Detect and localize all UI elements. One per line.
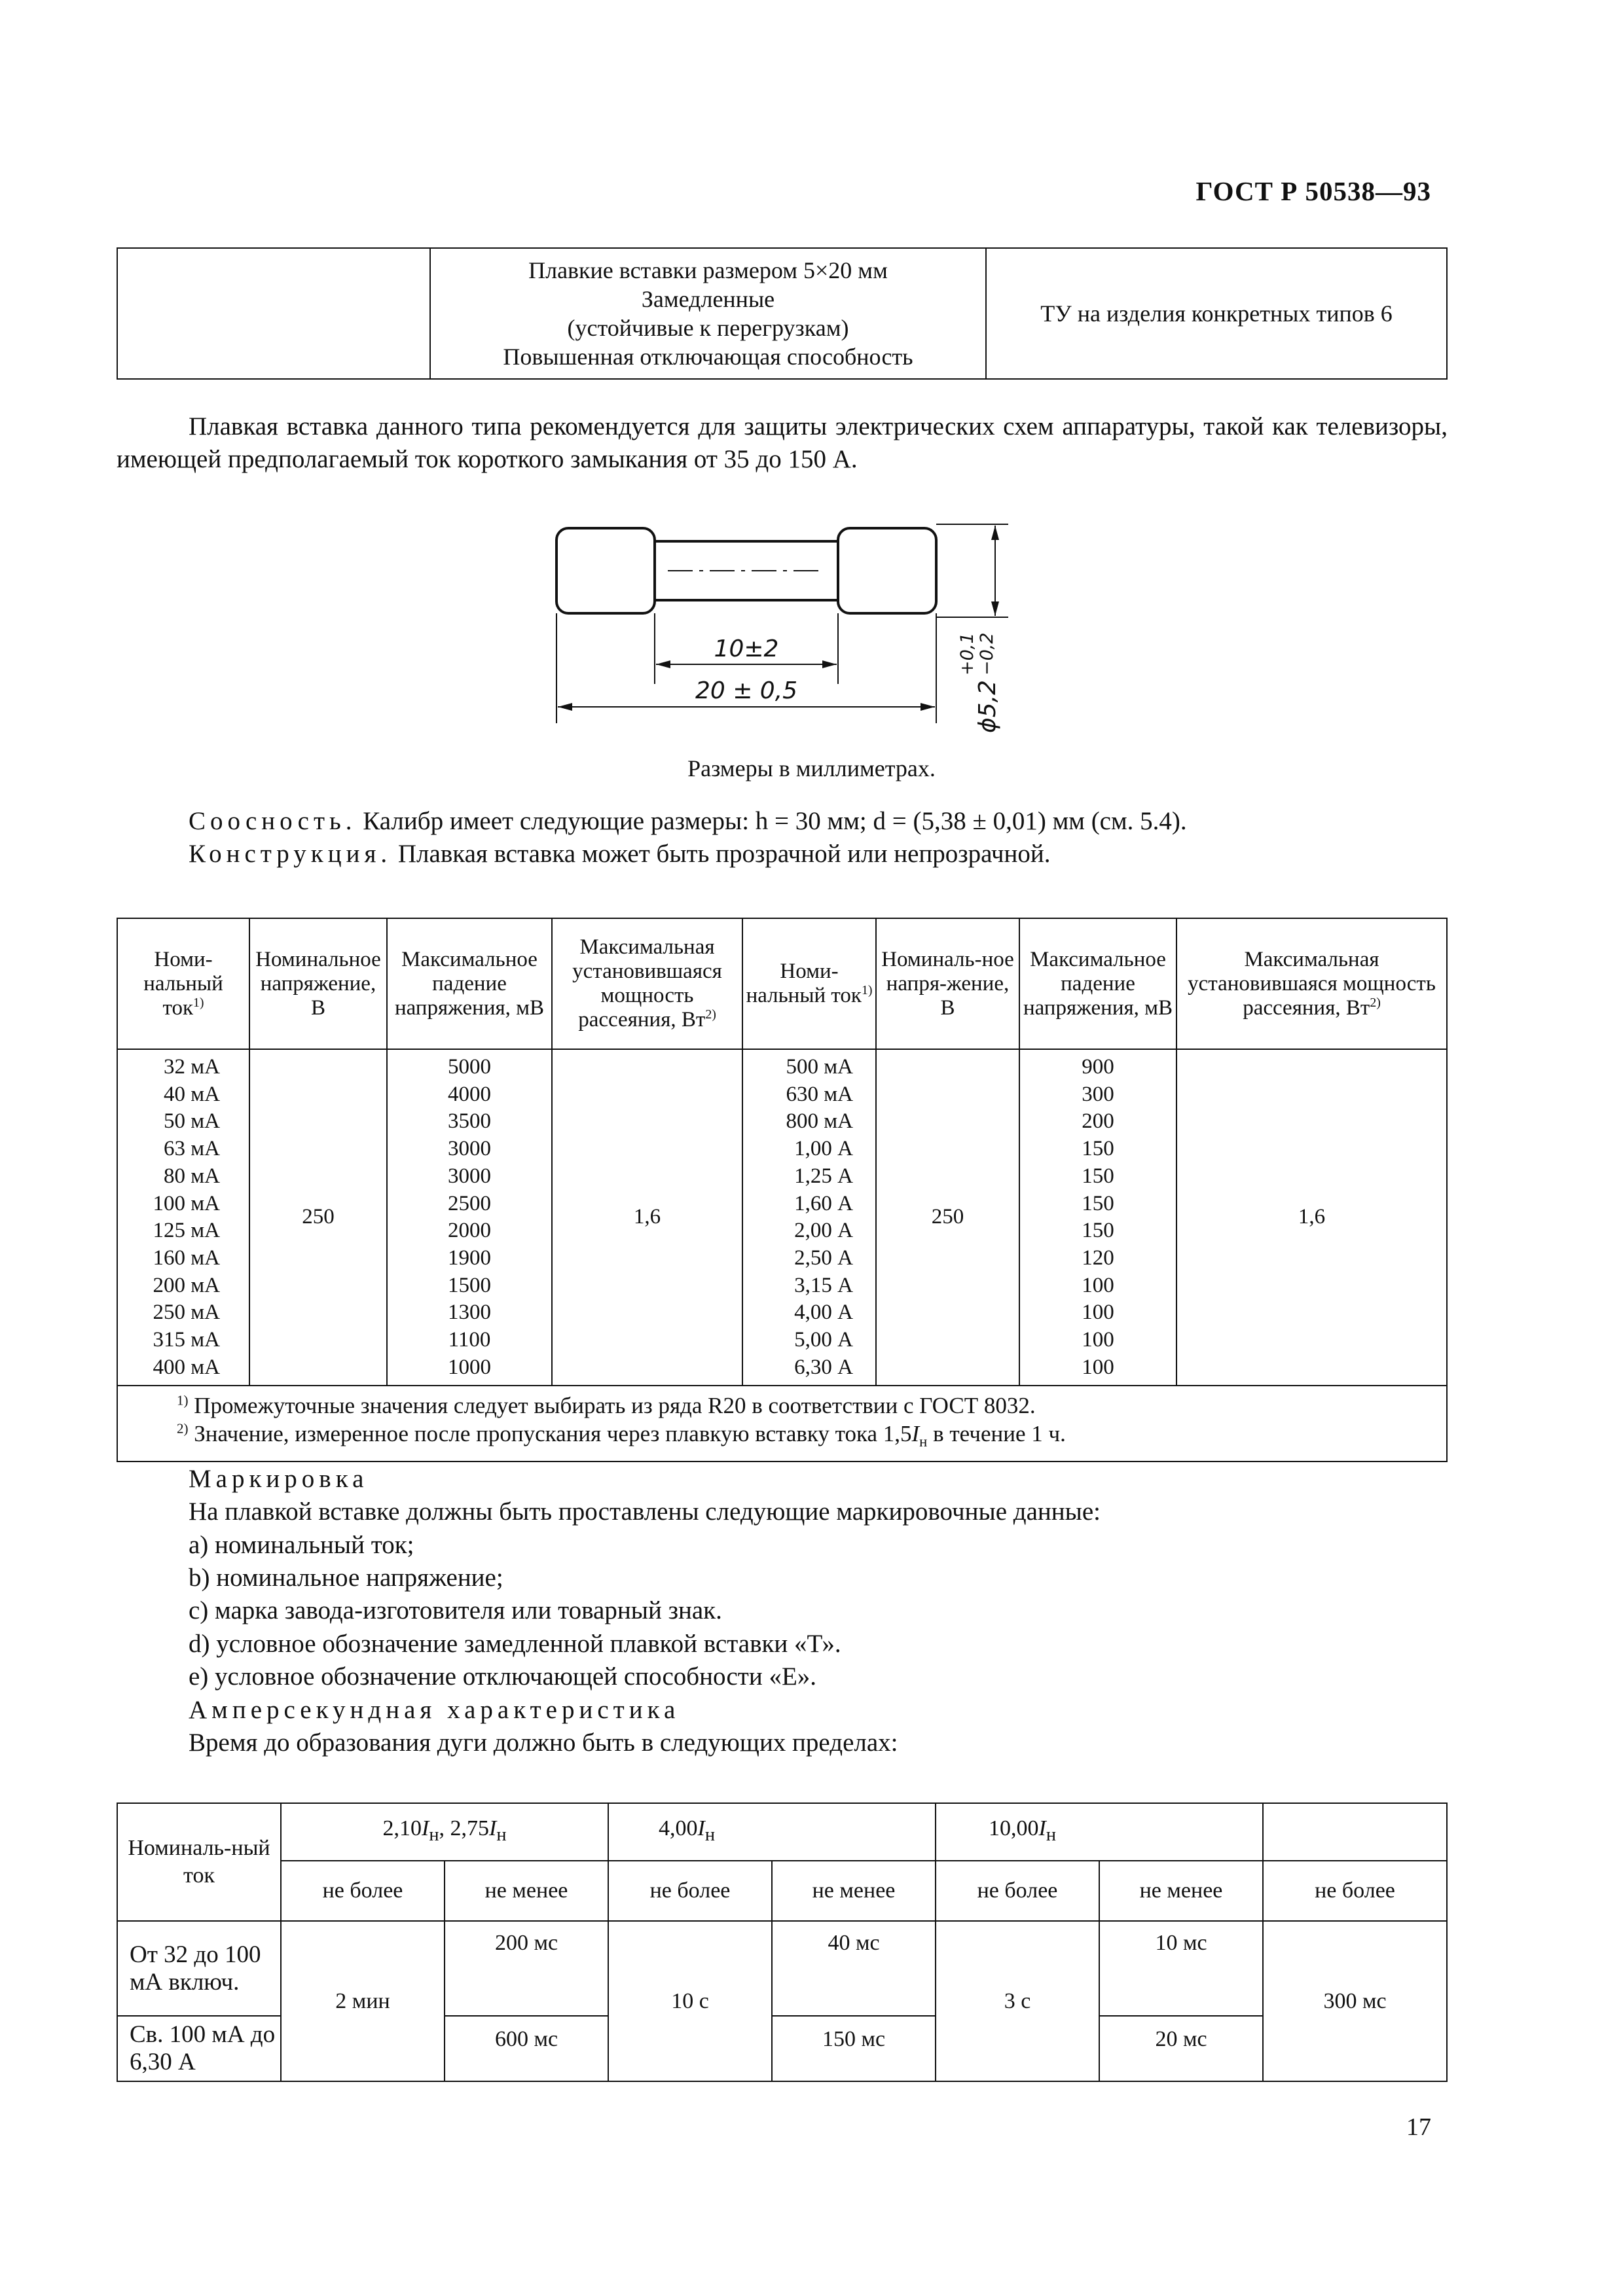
marking-item: d) условное обозначение замедленной плавкой вставки «Т». <box>189 1630 841 1658</box>
intro-paragraph: Плавкая вставка данного типа рекомендуется для защиты электрических схем аппаратуры, такой как телевизоры, имеющей предполагаемый ток короткого замыкания от 35 до 150 А. <box>117 412 1448 473</box>
timing-cell: 200 мс <box>445 1921 608 2016</box>
ratings-footnotes <box>117 1386 1447 1462</box>
ratings-footnote-row <box>117 1386 1447 1462</box>
top-table-empty-cell <box>117 248 430 379</box>
timing-cell: 2 мин <box>281 1921 445 2081</box>
timing-group-header-empty <box>1263 1803 1447 1861</box>
col-header: Номи-нальный ток$^{1)}$ <box>117 918 249 1049</box>
right-currents: 500 мА 630 мА 800 мА 1,00 А 1,25 А 1,60 А 2,00 А 2,50 А 3,15 А 4,00 А 5,00 А 6,30 А <box>742 1049 876 1386</box>
timing-cell: 3 с <box>936 1921 1099 2081</box>
alignment-line <box>189 805 1187 838</box>
fuse-dimension-drawing <box>537 507 1048 756</box>
timing-cell: 10 мс <box>1099 1921 1263 2016</box>
timing-row <box>117 1921 1447 2016</box>
figure-caption: Размеры в миллиметрах. <box>687 755 936 781</box>
timing-subheader: не более <box>936 1861 1099 1921</box>
document-header: ГОСТ Р 50538—93 <box>1195 176 1431 206</box>
page-number: 17 <box>1406 2113 1431 2141</box>
top-table-line: Повышенная отключающая способность <box>503 344 913 370</box>
timing-subheader: не более <box>1263 1861 1447 1921</box>
alignment-text: Калибр имеет следующие размеры: h = 30 мм; d = (5,38 ± 0,01) мм (см. 5.4). <box>363 807 1187 835</box>
timing-cell: 40 мс <box>772 1921 936 2016</box>
marking-title: Маркировка <box>189 1465 369 1493</box>
ratings-table <box>117 918 1448 1462</box>
right-power: 1,6 <box>1176 1049 1447 1386</box>
dim-label-outer: 20 ± 0,5 <box>695 677 798 704</box>
timing-row-label: Св. 100 мА до 6,30 А <box>117 2016 281 2081</box>
arrowhead <box>656 660 670 668</box>
ratings-header-row <box>117 918 1447 1049</box>
timing-cell: 10 с <box>608 1921 772 2081</box>
top-table-line: (устойчивые к перегрузкам) <box>567 315 849 341</box>
col-header: Максимальное падение напряжения, мВ <box>387 918 552 1049</box>
arrowhead <box>991 526 999 540</box>
timing-row-label: От 32 до 100 мА включ. <box>117 1921 281 2016</box>
timing-table <box>117 1803 1448 2082</box>
top-table-spec-ref: ТУ на изделия конкретных типов 6 <box>986 248 1447 379</box>
ampsec-title: Амперсекундная характеристика <box>189 1696 680 1724</box>
timing-group-header: $4,00I_н$ <box>608 1803 936 1861</box>
col-header: Максимальная установившаяся мощность рассеяния, $Вт^{2)}$ <box>1176 918 1447 1049</box>
timing-cell: 20 мс <box>1099 2016 1263 2081</box>
left-currents: 32 мА 40 мА 50 мА 63 мА 80 мА 100 мА 125 мА 160 мА 200 мА 250 мА 315 мА 400 мА <box>117 1049 249 1386</box>
timing-cell: 300 мс <box>1263 1921 1447 2081</box>
timing-cell: 600 мс <box>445 2016 608 2081</box>
marking-item: a) номинальный ток; <box>189 1531 414 1559</box>
timing-cell: 150 мс <box>772 2016 936 2081</box>
left-end-cap <box>556 528 655 613</box>
top-table-line: Плавкие вставки размером 5×20 мм <box>528 257 888 283</box>
arrowhead <box>991 601 999 616</box>
timing-col-current: Номиналь-ный ток <box>117 1803 281 1921</box>
ampsec-intro: Время до образования дуги должно быть в следующих пределах: <box>189 1729 898 1757</box>
top-table-line: Замедленные <box>641 286 775 312</box>
top-table <box>117 247 1448 380</box>
col-header: Номинальное напряжение, В <box>249 918 387 1049</box>
tol-plus: +0,1 <box>957 632 977 675</box>
top-table-description <box>430 248 986 379</box>
timing-subheader-row <box>117 1861 1447 1921</box>
right-end-cap <box>838 528 936 613</box>
timing-subheader: не более <box>281 1861 445 1921</box>
col-header: Номи-нальный ток$^{1)}$ <box>742 918 876 1049</box>
timing-header-row <box>117 1803 1447 1861</box>
left-drops: 5000 4000 3500 3000 3000 2500 2000 1900 1500 1300 1100 1000 <box>387 1049 552 1386</box>
timing-subheader: не более <box>608 1861 772 1921</box>
arrowhead <box>558 703 572 711</box>
timing-subheader: не менее <box>1099 1861 1263 1921</box>
arrowhead <box>822 660 837 668</box>
ratings-data-row <box>117 1049 1447 1386</box>
timing-group-header: $2,10I_н$, $2,75I_н$ <box>281 1803 608 1861</box>
left-power: 1,6 <box>552 1049 742 1386</box>
alignment-label: Соосность. <box>189 807 357 835</box>
tol-minus: −0,2 <box>977 632 997 675</box>
col-header: Максимальная установившаяся мощность рассеяния, $Вт^{2)}$ <box>552 918 742 1049</box>
marking-item: b) номинальное напряжение; <box>189 1564 503 1592</box>
right-drops: 900 300 200 150 150 150 150 120 100 100 100 100 <box>1019 1049 1176 1386</box>
marking-intro: На плавкой вставке должны быть проставлены следующие маркировочные данные: <box>189 1498 1101 1526</box>
left-voltage: 250 <box>249 1049 387 1386</box>
col-header: Максимальное падение напряжения, мВ <box>1019 918 1176 1049</box>
construction-line <box>189 838 1051 870</box>
construction-label: Конструкция. <box>189 840 392 868</box>
marking-item: c) марка завода-изготовителя или товарный знак. <box>189 1596 722 1624</box>
right-voltage: 250 <box>876 1049 1019 1386</box>
marking-item: e) условное обозначение отключающей способности «Е». <box>189 1662 817 1691</box>
footnote-1: $^{1)}$ Промежуточные значения следует выбирать из ряда R20 в соответствии с ГОСТ 8032. <box>177 1392 1036 1419</box>
timing-subheader: не менее <box>772 1861 936 1921</box>
timing-subheader: не менее <box>445 1861 608 1921</box>
footnote-2: $^{2)}$ Значение, измеренное после пропускания через плавкую вставку тока $1,5I_н$ в течение 1 ч. <box>177 1420 1066 1450</box>
col-header: Номиналь-ное напря-жение, В <box>876 918 1019 1049</box>
dim-label-inner: 10±2 <box>714 636 779 662</box>
timing-group-header: $10,00I_н$ <box>936 1803 1263 1861</box>
construction-text: Плавкая вставка может быть прозрачной или непрозрачной. <box>397 840 1051 868</box>
arrowhead <box>921 703 935 711</box>
dim-label-diameter: ϕ5,2 <box>974 680 1001 733</box>
